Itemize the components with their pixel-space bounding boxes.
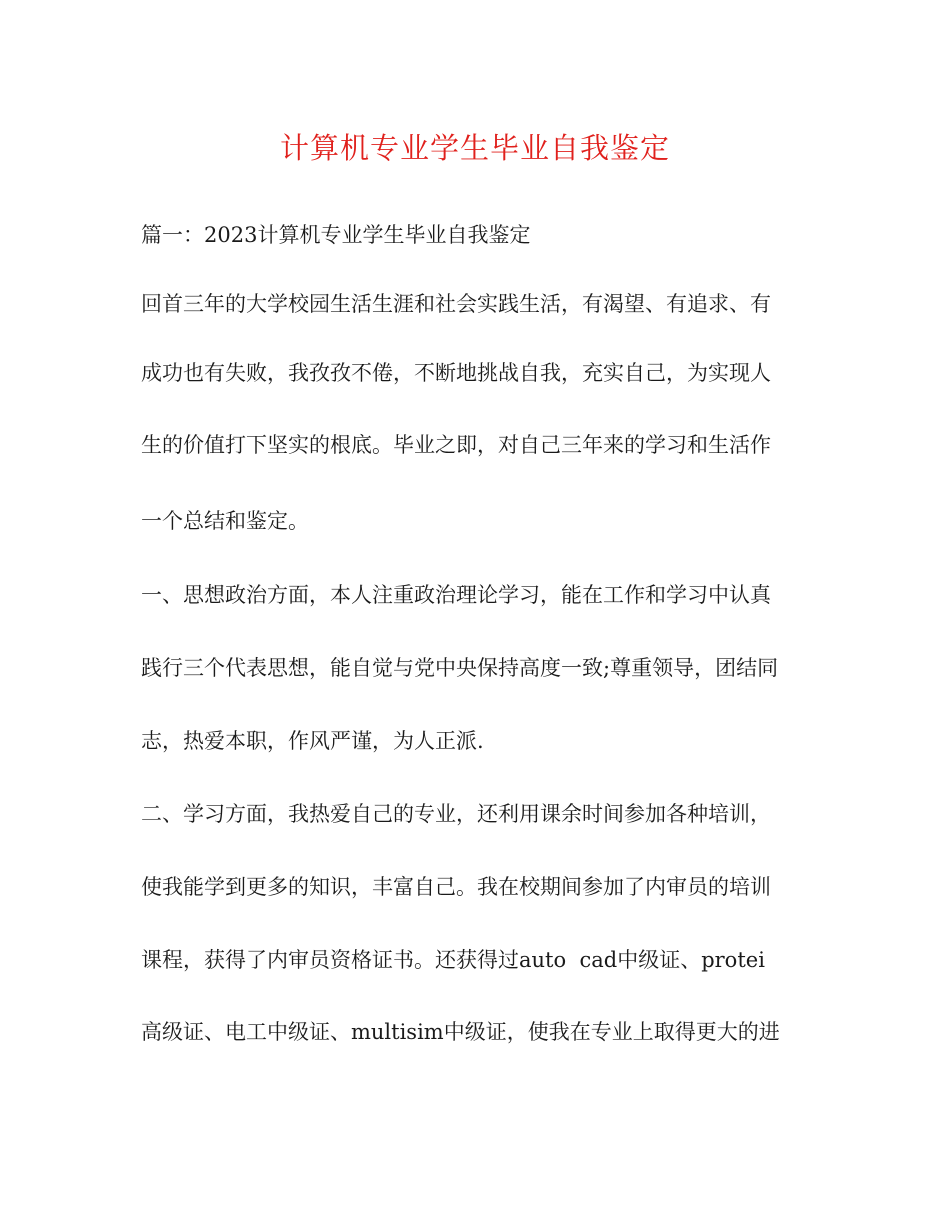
body-line: 成功也有失败，我孜孜不倦，不断地挑战自我，充实自己，为实现人 xyxy=(141,361,771,385)
body-line: 生的价值打下坚实的根底。毕业之即，对自己三年来的学习和生活作 xyxy=(141,433,771,457)
body-line: 篇一：2023计算机专业学生毕业自我鉴定 xyxy=(141,223,531,247)
document-title: 计算机专业学生毕业自我鉴定 xyxy=(279,131,670,165)
body-line: 回首三年的大学校园生活生涯和社会实践生活，有渴望、有追求、有 xyxy=(141,292,771,316)
body-line: 践行三个代表思想，能自觉与党中央保持高度一致;尊重领导，团结同 xyxy=(141,656,779,680)
body-line: 课程，获得了内审员资格证书。还获得过auto cad中级证、protei xyxy=(141,948,765,972)
body-line: 一、思想政治方面，本人注重政治理论学习，能在工作和学习中认真 xyxy=(141,583,771,607)
body-line: 高级证、电工中级证、multisim中级证，使我在专业上取得更大的进 xyxy=(141,1020,780,1044)
body-line: 使我能学到更多的知识，丰富自己。我在校期间参加了内审员的培训 xyxy=(141,875,771,899)
body-line: 志，热爱本职，作风严谨，为人正派. xyxy=(141,729,484,753)
body-line: 一个总结和鉴定。 xyxy=(141,509,309,533)
body-line: 二、学习方面，我热爱自己的专业，还利用课余时间参加各种培训， xyxy=(141,802,771,826)
